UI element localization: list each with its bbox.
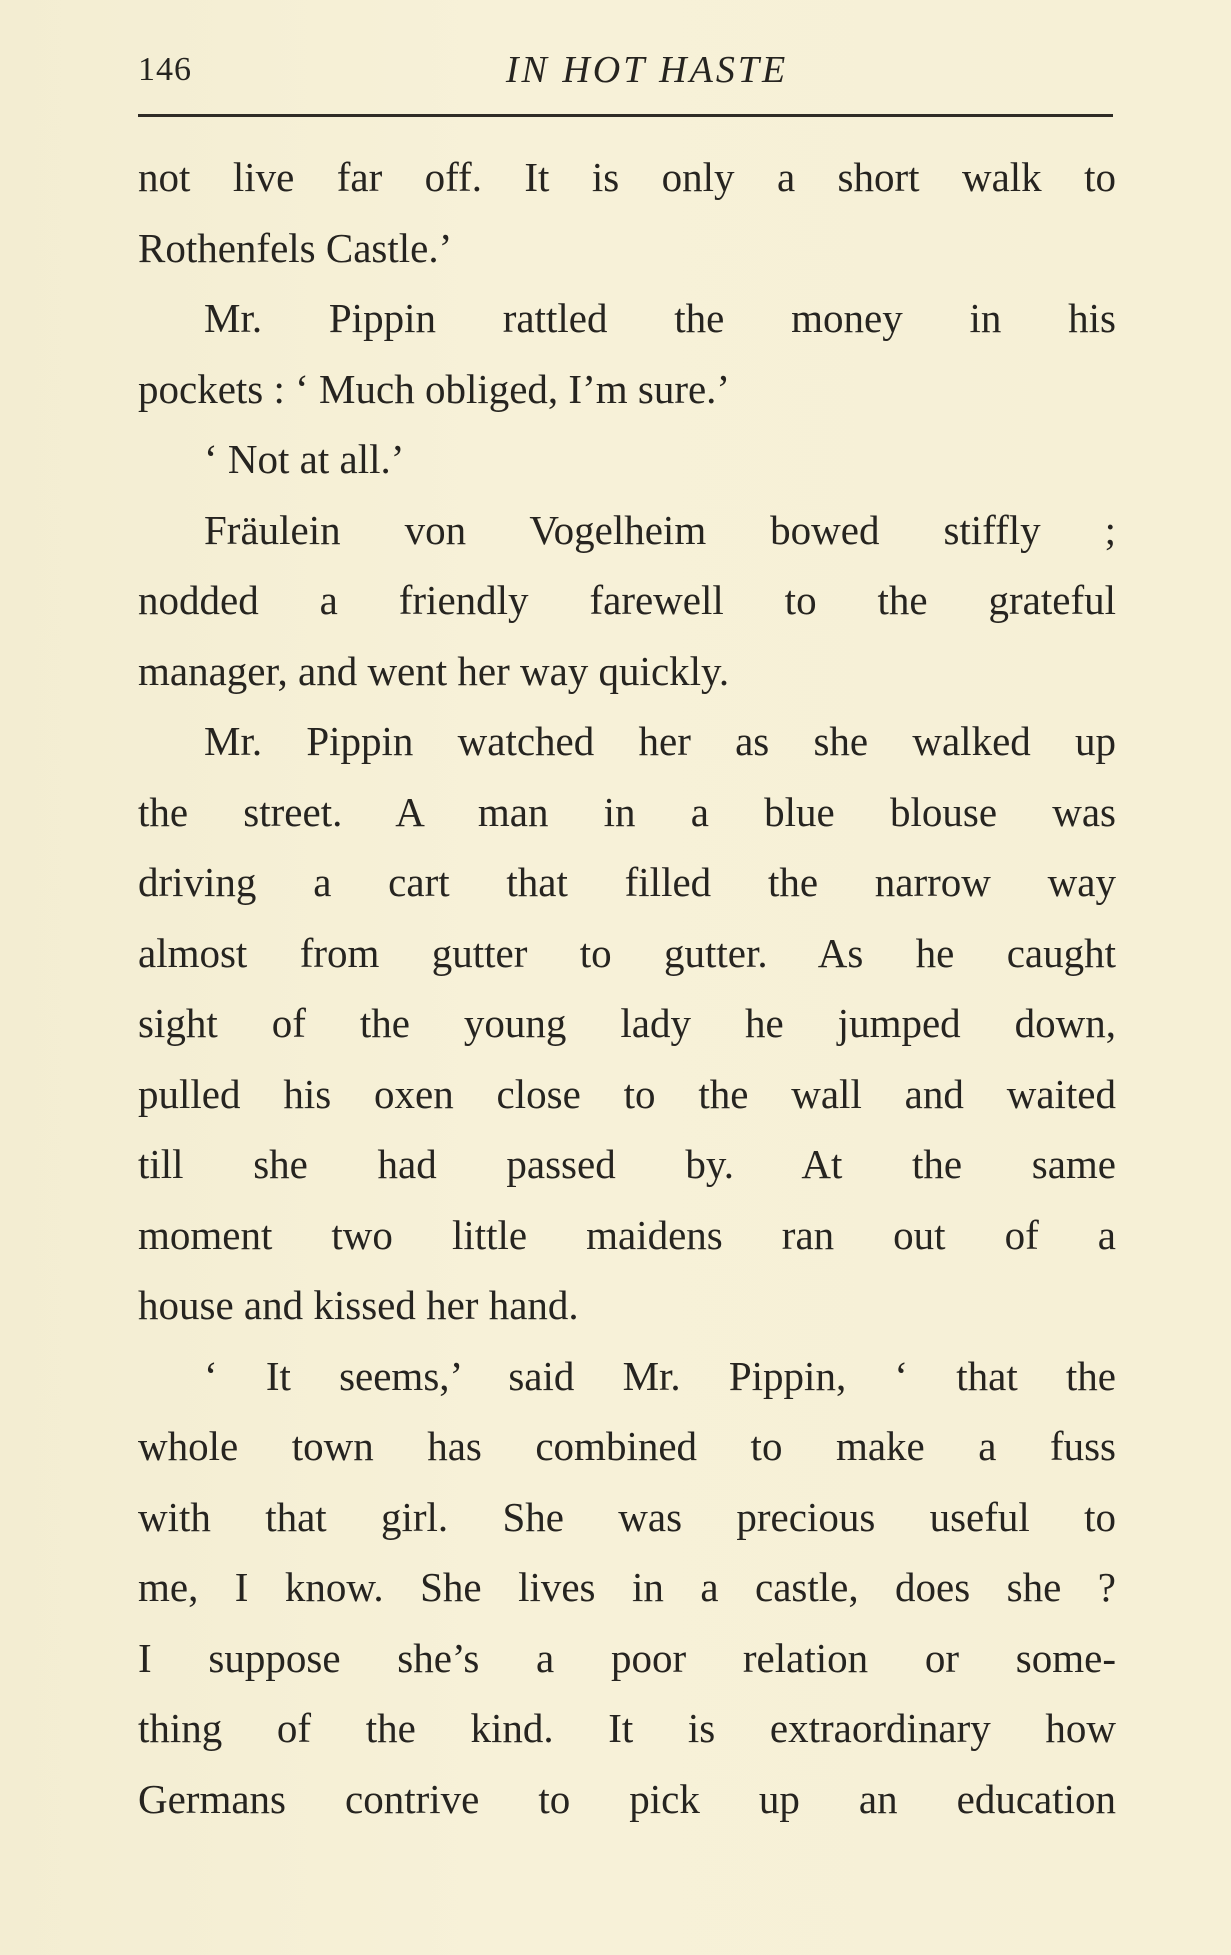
running-head (138, 44, 1116, 96)
running-title: IN HOT HASTE (505, 49, 789, 91)
text-line: almost from gutter to gutter. As he caught (138, 929, 1116, 976)
text-line: me, I know. She lives in a castle, does she ? (138, 1564, 1116, 1610)
text-line: ‘ It seems,’ said Mr. Pippin, ‘ that the (204, 1352, 1116, 1399)
text-line: Mr. Pippin watched her as she walked up (204, 718, 1116, 764)
text-line: Fräulein von Vogelheim bowed stiffly ; (204, 506, 1116, 553)
header-rule (138, 114, 1113, 117)
text-line: the street. A man in a blue blouse was (138, 788, 1116, 835)
text-line: manager, and went her way quickly. (138, 647, 730, 694)
text-line: house and kissed her hand. (138, 1282, 579, 1328)
text-line: Rothenfels Castle.’ (138, 224, 453, 271)
text-line: with that girl. She was precious useful to (138, 1493, 1116, 1540)
text-line: moment two little maidens ran out of a (138, 1211, 1116, 1258)
text-line: nodded a friendly farewell to the grateful (138, 577, 1116, 623)
text-line: I suppose she’s a poor relation or some- (138, 1634, 1116, 1681)
text-line: sight of the young lady he jumped down, (138, 1000, 1116, 1046)
text-line: pulled his oxen close to the wall and waited (138, 1070, 1116, 1117)
text-line: Mr. Pippin rattled the money in his (204, 295, 1116, 341)
text-line: till she had passed by. At the same (138, 1141, 1116, 1187)
text-line: driving a cart that filled the narrow way (138, 859, 1116, 905)
text-line: whole town has combined to make a fuss (138, 1423, 1116, 1469)
text-line: Germans contrive to pick up an education (138, 1775, 1116, 1822)
text-line: pockets : ‘ Much obliged, I’m sure.’ (138, 365, 731, 412)
text-line: not live far off. It is only a short walk to (138, 154, 1116, 200)
text-line: ‘ Not at all.’ (204, 436, 405, 482)
page-number: 146 (138, 51, 192, 88)
body-text (138, 142, 1116, 1834)
text-line: thing of the kind. It is extraordinary how (138, 1705, 1116, 1751)
